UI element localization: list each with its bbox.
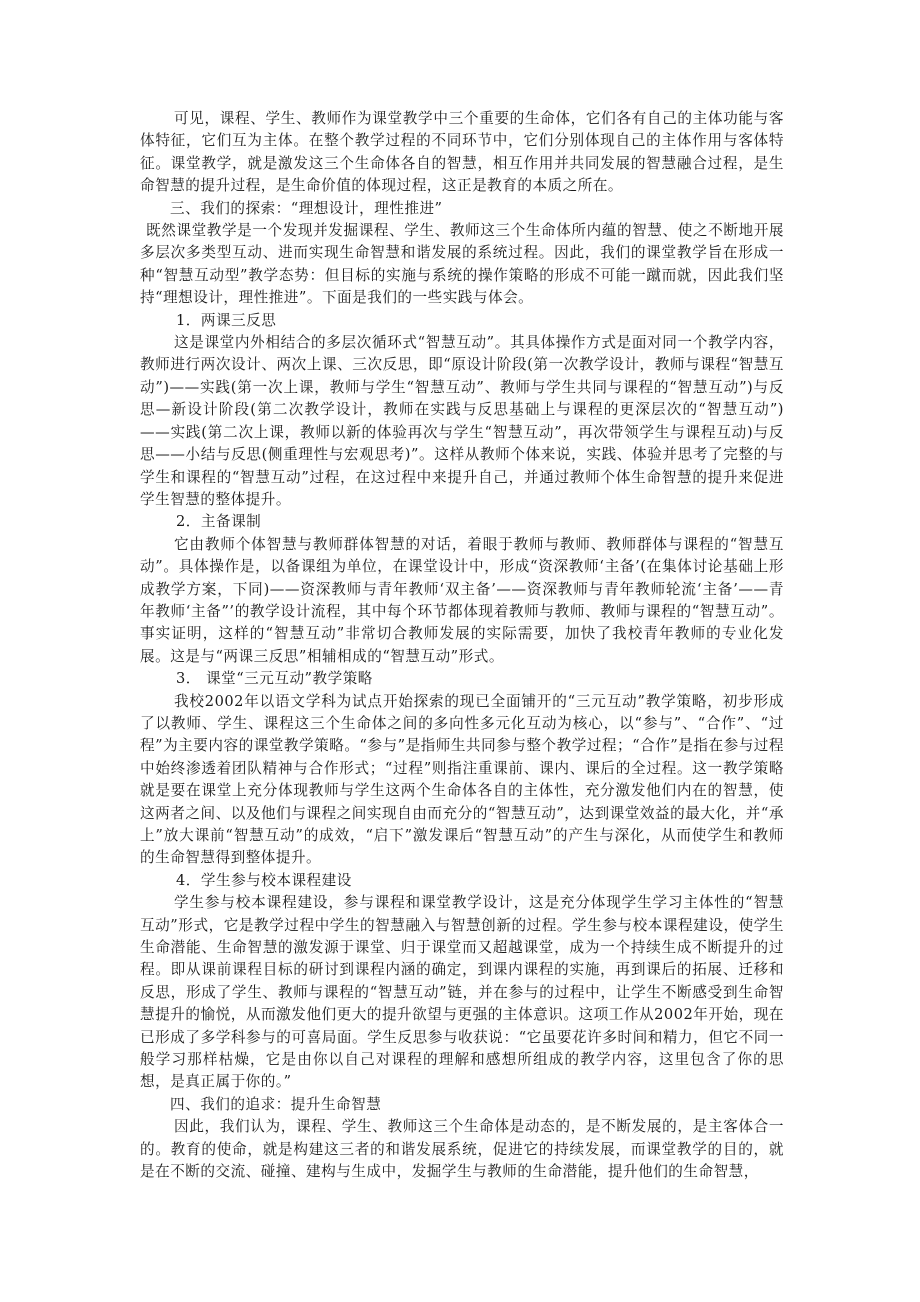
paragraph-3: 我校2002年以语文学科为试点开始探索的现已全面铺开的“三元互动”教学策略，初步形成了以教师、学生、课程这三个生命体之间的多向性多元化互动为核心，以“参与”、“合作”、“过程”为主要内容的课堂教学策略。“参与”是指师生共同参与整个教学过程；“合作”是指在参与过程中始终渗透着团队精神与合作形式；“过程”则指注重课前、课内、课后的全过程。这一教学策略就是要在课堂上充分体现教师与学生这两个生命体各自的主体性，充分激发他们内在的智慧，使这两者之间、以及他们与课程之间实现自由而充分的“智慧互动”，达到课堂效益的最大化，并“承上”放大课前“智慧互动”的成效，“启下”激发课后“智慧互动”的产生与深化，从而使学生和教师的生命智慧得到整体提升。 [140, 692, 784, 867]
paragraph-2: 它由教师个体智慧与教师群体智慧的对话，着眼于教师与教师、教师群体与课程的“智慧互动”。具体操作是，以备课组为单位，在课堂设计中，形成“资深教师‘主备’(在集体讨论基础上形成教学方案，下同)——资深教师与青年教师‘双主备’——资深教师与青年教师轮流‘主备’——青年教师‘主备”’的教学设计流程，其中每个环节都体现着教师与教师、教师与课程的“智慧互动”。事实证明，这样的“智慧互动”非常切合教师发展的实际需要，加快了我校青年教师的专业化发展。这是与“两课三反思”相辅相成的“智慧互动”形式。 [140, 535, 784, 665]
paragraph-1: 这是课堂内外相结合的多层次循环式“智慧互动”。其具体操作方式是面对同一个教学内容，教师进行两次设计、两次上课、三次反思，即“原设计阶段(第一次教学设计，教师与课程“智慧互动”)——实践(第一次上课，教师与学生“智慧互动”、教师与学生共同与课程的“智慧互动”)与反思—新设计阶段(第二次教学设计，教师在实践与反思基础上与课程的更深层次的“智慧互动”)——实践(第二次上课，教师以新的体验再次与学生“智慧互动”，再次带领学生与课程互动)与反思——小结与反思(侧重理性与宏观思考)”。这样从教师个体来说，实践、体验并思考了完整的与学生和课程的“智慧互动”过程，在这过程中来提升自己，并通过教师个体生命智慧的提升来促进学生智慧的整体提升。 [140, 334, 784, 508]
section-heading-4: 四、我们的追求：提升生命智慧 [170, 1095, 382, 1113]
subheading-3: 3． 课堂“三元互动”教学策略 [176, 670, 373, 688]
paragraph-4: 学生参与校本课程建设，参与课程和课堂教学设计，这是充分体现学生学习主体性的“智慧互动”形式，它是教学过程中学生的智慧融入与智慧创新的过程。学生参与校本课程建设，使学生生命潜能、生命智慧的激发源于课堂、归于课堂而又超越课堂，成为一个持续生成不断提升的过程。即从课前课程目标的研讨到课程内涵的确定，到课内课程的实施，再到课后的拓展、迁移和反思，形成了学生、教师与课程的“智慧互动”链，并在参与的过程中，让学生不断感受到生命智慧提升的愉悦，从而激发他们更大的提升欲望与更强的主体意识。这项工作从2002年开始，现在已形成了多学科参与的可喜局面。学生反思参与收获说：“它虽要花许多时间和精力，但它不同一般学习那样枯燥，它是由你以自己对课程的理解和感想所组成的教学内容，这里包含了你的思想，是真正属于你的。” [140, 894, 784, 1091]
subheading-1: 1．两课三反思 [176, 311, 277, 329]
subheading-4: 4．学生参与校本课程建设 [176, 871, 352, 889]
document-body [140, 108, 784, 1184]
subheading-2: 2．主备课制 [176, 513, 262, 531]
paragraph-intro: 可见，课程、学生、教师作为课堂教学中三个重要的生命体，它们各有自己的主体功能与客体特征，它们互为主体。在整个教学过程的不同环节中，它们分别体现自己的主体作用与客体特征。课堂教学，就是激发这三个生命体各自的智慧，相互作用并共同发展的智慧融合过程，是生命智慧的提升过程，是生命价值的体现过程，这正是教育的本质之所在。 [140, 110, 784, 195]
paragraph-section4: 因此，我们认为，课程、学生、教师这三个生命体是动态的，是不断发展的，是主客体合一的。教育的使命，就是构建这三者的和谐发展系统，促进它的持续发展，而课堂教学的目的，就是在不断的交流、碰撞、建构与生成中，发掘学生与教师的生命潜能，提升他们的生命智慧， [140, 1118, 784, 1181]
paragraph-section3-intro: 既然课堂教学是一个发现并发掘课程、学生、教师这三个生命体所内蕴的智慧、使之不断地开展多层次多类型互动、进而实现生命智慧和谐发展的系统过程。因此，我们的课堂教学旨在形成一种“智慧互动型”教学态势：但目标的实施与系统的操作策略的形成不可能一蹴而就，因此我们坚持“理想设计，理性推进”。下面是我们的一些实践与体会。 [140, 222, 784, 307]
section-heading-3: 三、我们的探索：“理想设计，理性推进” [170, 199, 443, 217]
